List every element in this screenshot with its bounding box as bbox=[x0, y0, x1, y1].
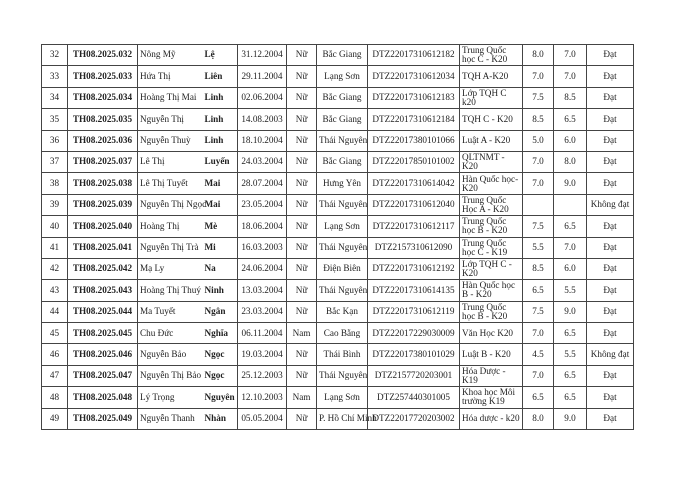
province: Bắc Giang bbox=[317, 87, 368, 108]
gender: Nam bbox=[287, 387, 317, 408]
gender: Nam bbox=[287, 323, 317, 344]
certificate-code: TH08.2025.048 bbox=[68, 387, 138, 408]
last-name: Nguyễn Thị Ngọc bbox=[138, 194, 203, 215]
class-name: Trung Quốc học C - K20 bbox=[460, 45, 523, 66]
date-of-birth: 31.12.2004 bbox=[238, 45, 287, 66]
province: Lạng Sơn bbox=[317, 66, 368, 87]
score-1: 7.0 bbox=[523, 151, 554, 172]
score-1: 7.0 bbox=[523, 365, 554, 386]
score-2: 9.0 bbox=[554, 301, 587, 322]
first-name: Liên bbox=[203, 66, 238, 87]
class-name: Lớp TQH C - K20 bbox=[460, 258, 523, 279]
table-row bbox=[42, 344, 634, 365]
certificate-code: TH08.2025.043 bbox=[68, 280, 138, 301]
row-number: 32 bbox=[42, 45, 68, 66]
date-of-birth: 24.06.2004 bbox=[238, 258, 287, 279]
class-name: Luật A - K20 bbox=[460, 130, 523, 151]
result: Đạt bbox=[587, 87, 634, 108]
first-name: Ngân bbox=[203, 301, 238, 322]
certificate-code: TH08.2025.044 bbox=[68, 301, 138, 322]
result: Đạt bbox=[587, 323, 634, 344]
score-2: 9.0 bbox=[554, 173, 587, 194]
first-name: Luyến bbox=[203, 151, 238, 172]
last-name: Nguyễn Bảo bbox=[138, 344, 203, 365]
student-id: DTZ22017310612040 bbox=[368, 194, 460, 215]
class-name: QLTNMT - K20 bbox=[460, 151, 523, 172]
table-row bbox=[42, 301, 634, 322]
gender: Nữ bbox=[287, 151, 317, 172]
result: Đạt bbox=[587, 173, 634, 194]
result: Đạt bbox=[587, 365, 634, 386]
score-2: 8.0 bbox=[554, 151, 587, 172]
table-row bbox=[42, 45, 634, 66]
certificate-code: TH08.2025.042 bbox=[68, 258, 138, 279]
result: Đạt bbox=[587, 151, 634, 172]
first-name: Linh bbox=[203, 109, 238, 130]
province: Lạng Sơn bbox=[317, 387, 368, 408]
student-id: DTZ22017380101029 bbox=[368, 344, 460, 365]
table-row bbox=[42, 365, 634, 386]
student-id: DTZ257440301005 bbox=[368, 387, 460, 408]
date-of-birth: 23.03.2004 bbox=[238, 301, 287, 322]
table-row bbox=[42, 280, 634, 301]
score-1: 7.0 bbox=[523, 323, 554, 344]
province: Bắc Giang bbox=[317, 151, 368, 172]
gender: Nữ bbox=[287, 237, 317, 258]
score-1: 7.5 bbox=[523, 87, 554, 108]
row-number: 48 bbox=[42, 387, 68, 408]
first-name: Mi bbox=[203, 237, 238, 258]
gender: Nữ bbox=[287, 66, 317, 87]
row-number: 36 bbox=[42, 130, 68, 151]
result: Đạt bbox=[587, 66, 634, 87]
score-1: 8.5 bbox=[523, 258, 554, 279]
province: Lạng Sơn bbox=[317, 216, 368, 237]
last-name: Hoàng Thị Mai bbox=[138, 87, 203, 108]
class-name: Lớp TQH C k20 bbox=[460, 87, 523, 108]
first-name: Linh bbox=[203, 130, 238, 151]
gender: Nữ bbox=[287, 258, 317, 279]
result: Đạt bbox=[587, 408, 634, 429]
province: Thái Nguyên bbox=[317, 194, 368, 215]
date-of-birth: 29.11.2004 bbox=[238, 66, 287, 87]
student-id: DTZ22017310614135 bbox=[368, 280, 460, 301]
row-number: 49 bbox=[42, 408, 68, 429]
certificate-code: TH08.2025.040 bbox=[68, 216, 138, 237]
student-id: DTZ22017380101066 bbox=[368, 130, 460, 151]
row-number: 37 bbox=[42, 151, 68, 172]
score-1: 4.5 bbox=[523, 344, 554, 365]
table-row bbox=[42, 216, 634, 237]
date-of-birth: 24.03.2004 bbox=[238, 151, 287, 172]
student-id: DTZ2157720203001 bbox=[368, 365, 460, 386]
last-name: Nguyễn Thuỳ bbox=[138, 130, 203, 151]
date-of-birth: 18.06.2004 bbox=[238, 216, 287, 237]
score-1: 7.0 bbox=[523, 173, 554, 194]
first-name: Ngọc bbox=[203, 344, 238, 365]
first-name: Mai bbox=[203, 173, 238, 194]
first-name: Ninh bbox=[203, 280, 238, 301]
first-name: Ngọc bbox=[203, 365, 238, 386]
score-2: 9.0 bbox=[554, 408, 587, 429]
score-2: 7.0 bbox=[554, 237, 587, 258]
score-2: 7.0 bbox=[554, 45, 587, 66]
province: P. Hồ Chí Minh bbox=[317, 408, 368, 429]
class-name: TQH A-K20 bbox=[460, 66, 523, 87]
gender: Nữ bbox=[287, 87, 317, 108]
date-of-birth: 16.03.2003 bbox=[238, 237, 287, 258]
gender: Nữ bbox=[287, 365, 317, 386]
last-name: Nguyễn Thị bbox=[138, 109, 203, 130]
table-row bbox=[42, 173, 634, 194]
table-row bbox=[42, 408, 634, 429]
date-of-birth: 06.11.2004 bbox=[238, 323, 287, 344]
date-of-birth: 23.05.2004 bbox=[238, 194, 287, 215]
date-of-birth: 13.03.2004 bbox=[238, 280, 287, 301]
certificate-code: TH08.2025.039 bbox=[68, 194, 138, 215]
student-id: DTZ22017310612119 bbox=[368, 301, 460, 322]
first-name: Lệ bbox=[203, 45, 238, 66]
score-2: 5.5 bbox=[554, 280, 587, 301]
score-1: 7.5 bbox=[523, 301, 554, 322]
score-1: 5.5 bbox=[523, 237, 554, 258]
class-name: Trung Quốc học B - K20 bbox=[460, 301, 523, 322]
student-id: DTZ22017229030009 bbox=[368, 323, 460, 344]
certificate-code: TH08.2025.038 bbox=[68, 173, 138, 194]
last-name: Mạ Ly bbox=[138, 258, 203, 279]
class-name: Hóa Dược - K19 bbox=[460, 365, 523, 386]
certificate-code: TH08.2025.034 bbox=[68, 87, 138, 108]
result: Đạt bbox=[587, 258, 634, 279]
last-name: Lê Thị Tuyết bbox=[138, 173, 203, 194]
last-name: Lý Trọng bbox=[138, 387, 203, 408]
score-2: 6.5 bbox=[554, 216, 587, 237]
row-number: 42 bbox=[42, 258, 68, 279]
province: Bắc Kạn bbox=[317, 301, 368, 322]
row-number: 41 bbox=[42, 237, 68, 258]
date-of-birth: 02.06.2004 bbox=[238, 87, 287, 108]
score-2: 6.0 bbox=[554, 130, 587, 151]
province: Bắc Giang bbox=[317, 45, 368, 66]
last-name: Nguyễn Thị Bảo bbox=[138, 365, 203, 386]
score-2: 7.0 bbox=[554, 66, 587, 87]
gender: Nữ bbox=[287, 130, 317, 151]
score-2: 6.5 bbox=[554, 323, 587, 344]
table-row bbox=[42, 130, 634, 151]
score-2 bbox=[554, 194, 587, 215]
class-name: TQH C - K20 bbox=[460, 109, 523, 130]
student-id: DTZ22017310612182 bbox=[368, 45, 460, 66]
table-row bbox=[42, 258, 634, 279]
certificate-code: TH08.2025.049 bbox=[68, 408, 138, 429]
province: Thái Nguyên bbox=[317, 130, 368, 151]
class-name: Khoa học Môi trường K19 bbox=[460, 387, 523, 408]
gender: Nữ bbox=[287, 280, 317, 301]
table-row bbox=[42, 323, 634, 344]
row-number: 34 bbox=[42, 87, 68, 108]
first-name: Nguyên bbox=[203, 387, 238, 408]
score-1: 7.5 bbox=[523, 216, 554, 237]
gender: Nữ bbox=[287, 45, 317, 66]
results-table bbox=[41, 44, 634, 430]
last-name: Nông Mỹ bbox=[138, 45, 203, 66]
date-of-birth: 18.10.2004 bbox=[238, 130, 287, 151]
certificate-code: TH08.2025.045 bbox=[68, 323, 138, 344]
result: Đạt bbox=[587, 280, 634, 301]
row-number: 46 bbox=[42, 344, 68, 365]
table-row bbox=[42, 194, 634, 215]
table-row bbox=[42, 109, 634, 130]
certificate-code: TH08.2025.035 bbox=[68, 109, 138, 130]
class-name: Trung Quốc học C - K19 bbox=[460, 237, 523, 258]
gender: Nữ bbox=[287, 408, 317, 429]
date-of-birth: 14.08.2003 bbox=[238, 109, 287, 130]
last-name: Nguyễn Thanh bbox=[138, 408, 203, 429]
student-id: DTZ22017720203002 bbox=[368, 408, 460, 429]
gender: Nữ bbox=[287, 109, 317, 130]
last-name: Ma Tuyết bbox=[138, 301, 203, 322]
province: Thái Nguyên bbox=[317, 365, 368, 386]
result: Đạt bbox=[587, 130, 634, 151]
last-name: Lê Thị bbox=[138, 151, 203, 172]
class-name: Hàn Quốc học- K20 bbox=[460, 173, 523, 194]
table-row bbox=[42, 151, 634, 172]
first-name: Mè bbox=[203, 216, 238, 237]
date-of-birth: 05.05.2004 bbox=[238, 408, 287, 429]
gender: Nữ bbox=[287, 301, 317, 322]
student-id: DTZ22017310612183 bbox=[368, 87, 460, 108]
row-number: 38 bbox=[42, 173, 68, 194]
province: Thái Nguyên bbox=[317, 280, 368, 301]
result: Không đạt bbox=[587, 344, 634, 365]
certificate-code: TH08.2025.033 bbox=[68, 66, 138, 87]
row-number: 45 bbox=[42, 323, 68, 344]
province: Hưng Yên bbox=[317, 173, 368, 194]
gender: Nữ bbox=[287, 344, 317, 365]
certificate-code: TH08.2025.037 bbox=[68, 151, 138, 172]
student-id: DTZ22017310612034 bbox=[368, 66, 460, 87]
score-2: 8.5 bbox=[554, 87, 587, 108]
row-number: 39 bbox=[42, 194, 68, 215]
table-row bbox=[42, 237, 634, 258]
student-id: DTZ22017850101002 bbox=[368, 151, 460, 172]
first-name: Nghĩa bbox=[203, 323, 238, 344]
row-number: 40 bbox=[42, 216, 68, 237]
score-1: 7.0 bbox=[523, 66, 554, 87]
score-1 bbox=[523, 194, 554, 215]
score-1: 5.0 bbox=[523, 130, 554, 151]
last-name: Hứa Thị bbox=[138, 66, 203, 87]
first-name: Nhàn bbox=[203, 408, 238, 429]
province: Bắc Giang bbox=[317, 109, 368, 130]
result: Đạt bbox=[587, 237, 634, 258]
class-name: Trung Quốc Học A - K20 bbox=[460, 194, 523, 215]
gender: Nữ bbox=[287, 173, 317, 194]
score-1: 8.5 bbox=[523, 109, 554, 130]
class-name: Trung Quốc học B - K20 bbox=[460, 216, 523, 237]
score-1: 6.5 bbox=[523, 280, 554, 301]
result: Đạt bbox=[587, 387, 634, 408]
province: Thái Nguyên bbox=[317, 237, 368, 258]
certificate-code: TH08.2025.036 bbox=[68, 130, 138, 151]
result: Đạt bbox=[587, 216, 634, 237]
certificate-code: TH08.2025.041 bbox=[68, 237, 138, 258]
row-number: 47 bbox=[42, 365, 68, 386]
first-name: Na bbox=[203, 258, 238, 279]
row-number: 43 bbox=[42, 280, 68, 301]
result: Không đạt bbox=[587, 194, 634, 215]
first-name: Mai bbox=[203, 194, 238, 215]
score-1: 8.0 bbox=[523, 45, 554, 66]
student-id: DTZ22017310612184 bbox=[368, 109, 460, 130]
first-name: Linh bbox=[203, 87, 238, 108]
score-2: 6.5 bbox=[554, 109, 587, 130]
row-number: 44 bbox=[42, 301, 68, 322]
score-2: 6.5 bbox=[554, 387, 587, 408]
gender: Nữ bbox=[287, 216, 317, 237]
province: Thái Bình bbox=[317, 344, 368, 365]
last-name: Hoàng Thị bbox=[138, 216, 203, 237]
date-of-birth: 25.12.2003 bbox=[238, 365, 287, 386]
certificate-code: TH08.2025.032 bbox=[68, 45, 138, 66]
gender: Nữ bbox=[287, 194, 317, 215]
table-row bbox=[42, 66, 634, 87]
last-name: Hoàng Thị Thuý bbox=[138, 280, 203, 301]
result: Đạt bbox=[587, 109, 634, 130]
class-name: Luật B - K20 bbox=[460, 344, 523, 365]
row-number: 35 bbox=[42, 109, 68, 130]
table-row bbox=[42, 87, 634, 108]
score-2: 6.5 bbox=[554, 365, 587, 386]
class-name: Hóa dược - k20 bbox=[460, 408, 523, 429]
province: Cao Bằng bbox=[317, 323, 368, 344]
date-of-birth: 28.07.2004 bbox=[238, 173, 287, 194]
result: Đạt bbox=[587, 301, 634, 322]
certificate-code: TH08.2025.046 bbox=[68, 344, 138, 365]
last-name: Nguyễn Thị Trà bbox=[138, 237, 203, 258]
score-2: 5.5 bbox=[554, 344, 587, 365]
score-1: 6.5 bbox=[523, 387, 554, 408]
last-name: Chu Đức bbox=[138, 323, 203, 344]
student-id: DTZ22017310614042 bbox=[368, 173, 460, 194]
student-id: DTZ2157310612090 bbox=[368, 237, 460, 258]
class-name: Hàn Quốc học B - K20 bbox=[460, 280, 523, 301]
result: Đạt bbox=[587, 45, 634, 66]
class-name: Văn Học K20 bbox=[460, 323, 523, 344]
province: Điện Biên bbox=[317, 258, 368, 279]
student-id: DTZ22017310612117 bbox=[368, 216, 460, 237]
date-of-birth: 19.03.2004 bbox=[238, 344, 287, 365]
certificate-code: TH08.2025.047 bbox=[68, 365, 138, 386]
score-2: 6.0 bbox=[554, 258, 587, 279]
row-number: 33 bbox=[42, 66, 68, 87]
student-id: DTZ22017310612192 bbox=[368, 258, 460, 279]
table-row bbox=[42, 387, 634, 408]
date-of-birth: 12.10.2003 bbox=[238, 387, 287, 408]
score-1: 8.0 bbox=[523, 408, 554, 429]
